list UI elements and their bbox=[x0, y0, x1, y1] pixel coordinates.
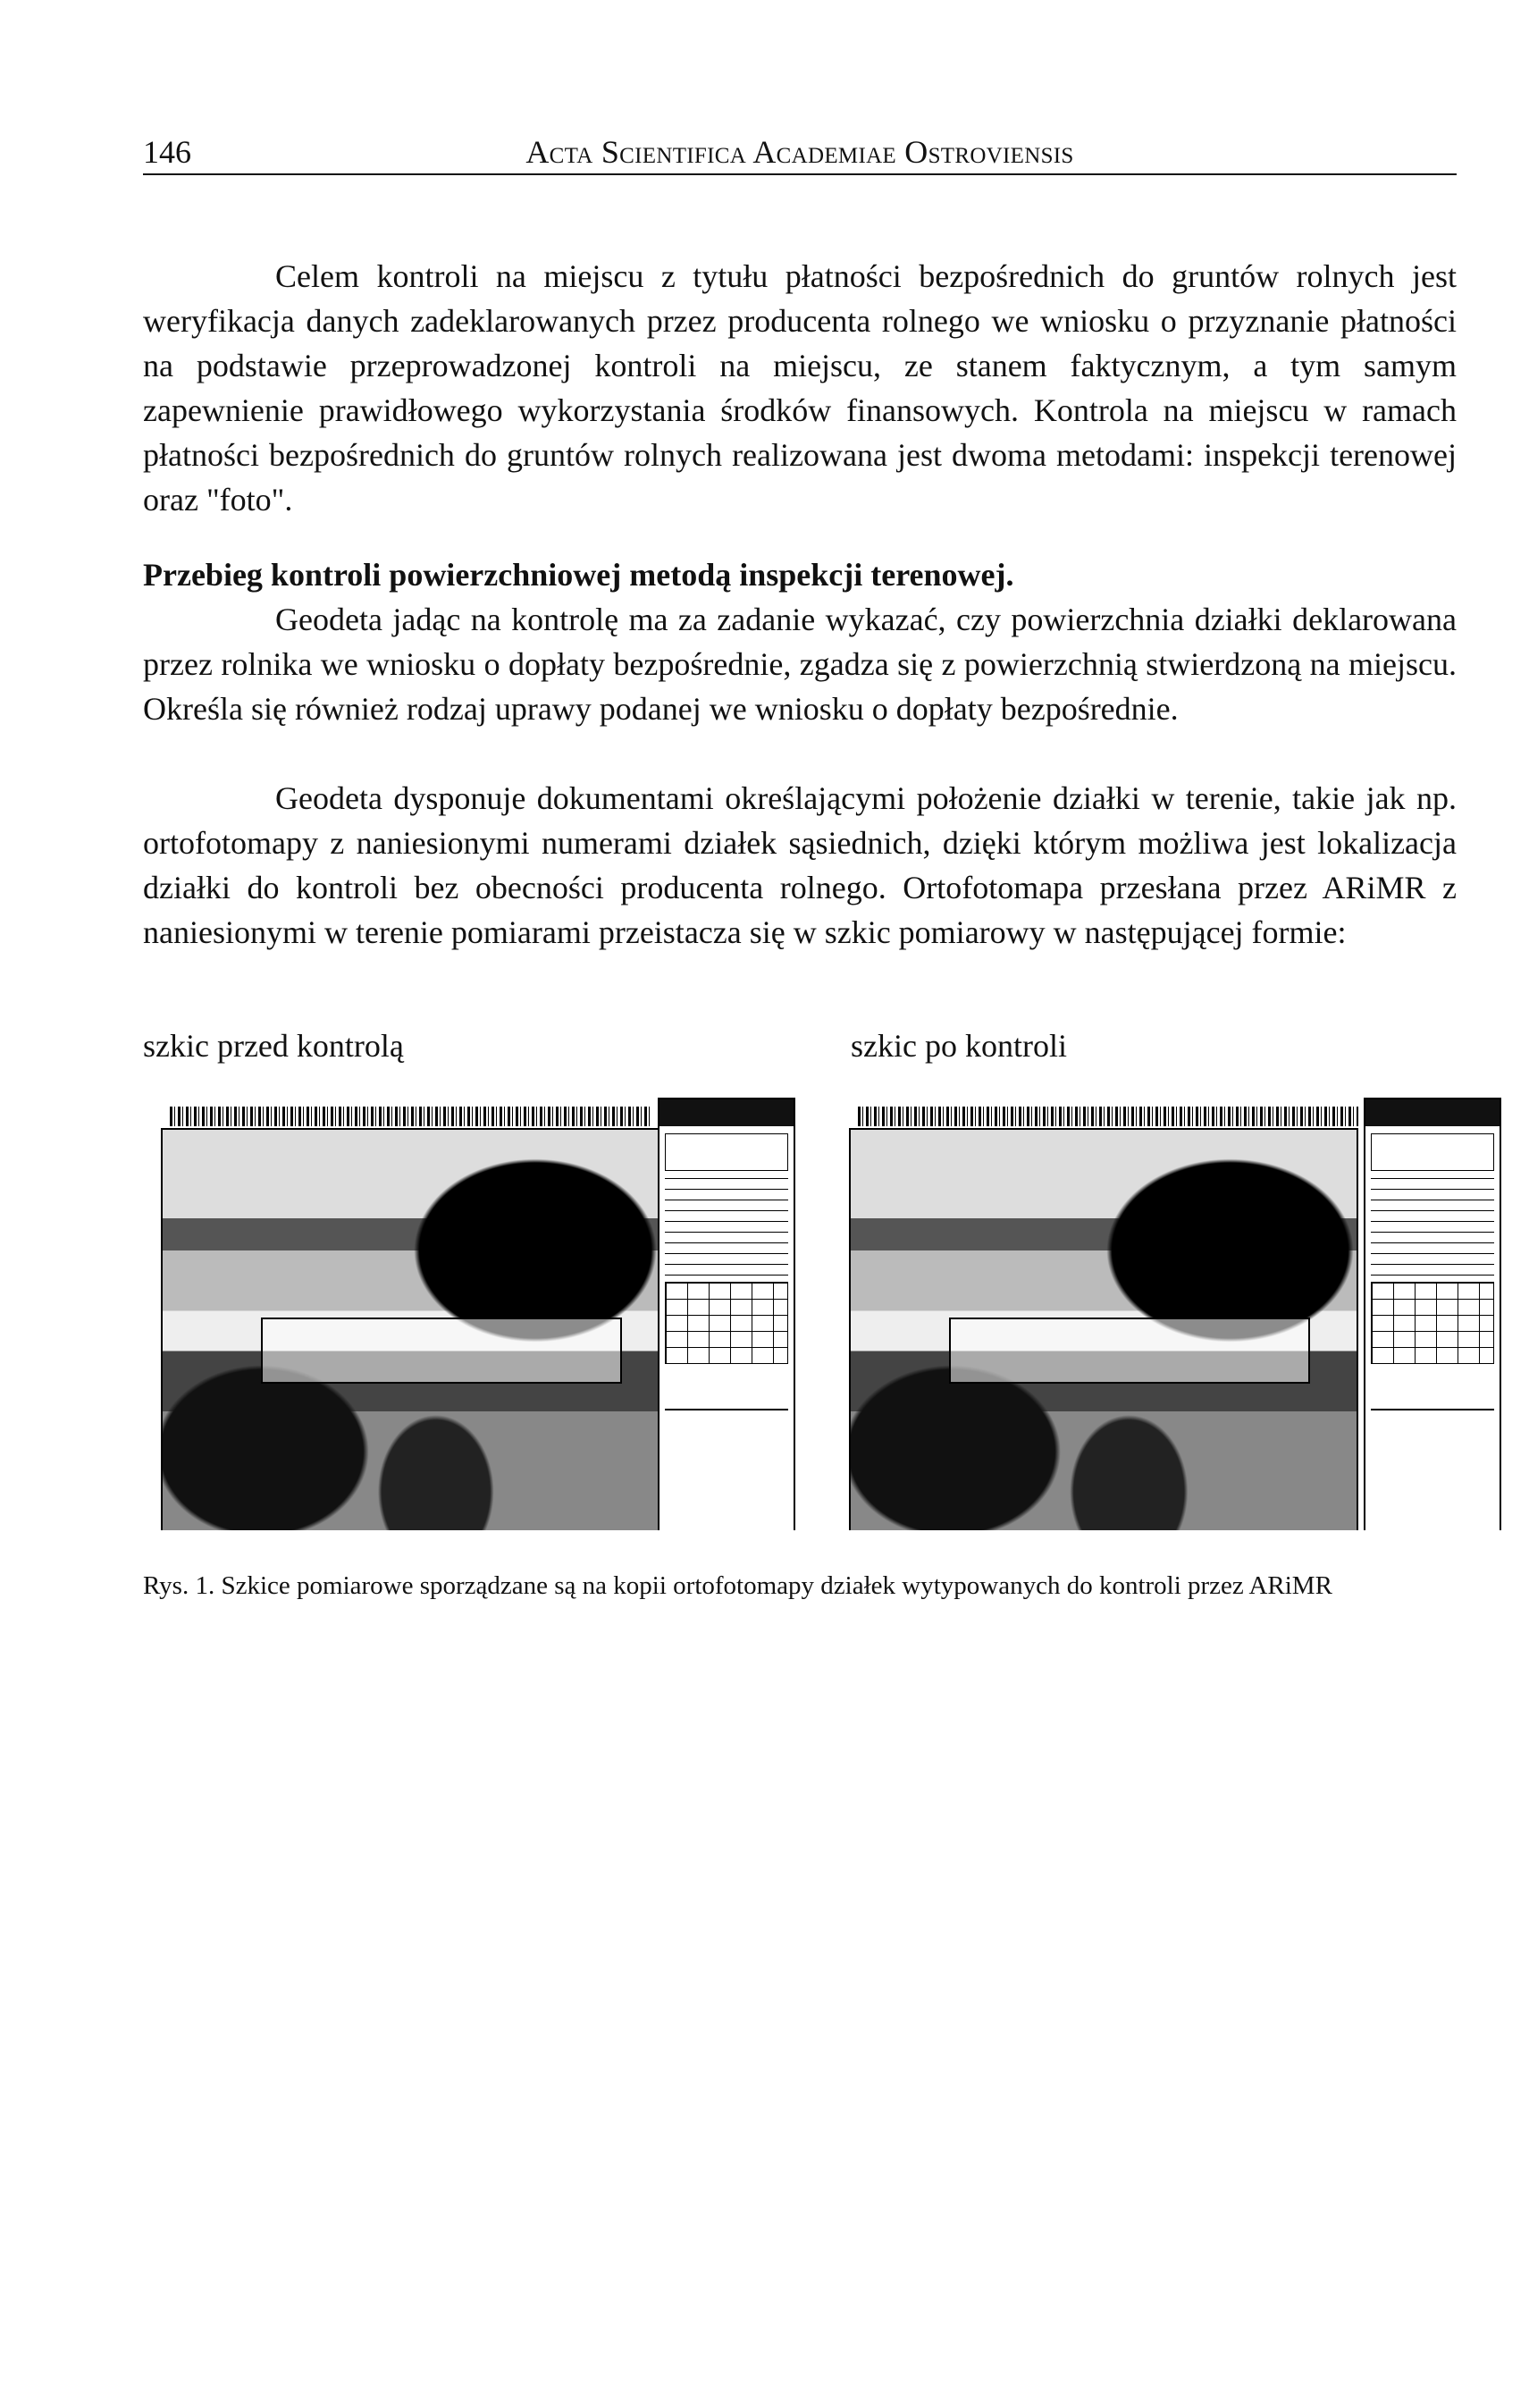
figure-label-before: szkic przed kontrolą bbox=[143, 1028, 404, 1064]
panel-signature bbox=[1371, 1373, 1494, 1410]
sketch-after-control bbox=[849, 1083, 1501, 1530]
orthophoto-image bbox=[161, 1128, 661, 1530]
panel-lines bbox=[665, 1178, 788, 1276]
sketch-side-panel bbox=[1364, 1098, 1501, 1530]
page-number: 146 bbox=[143, 134, 191, 170]
panel-box bbox=[1371, 1133, 1494, 1171]
paragraph-2: Geodeta jadąc na kontrolę ma za zadanie wykazać, czy powierzchnia działki deklarowana przez rolnika we wniosku o dopłaty bezpośrednie, zgadza się z powierzchnią stwierdzoną na miejscu. Określa się również rodzaj uprawy podanej we wniosku o dopłaty bezpośrednie. bbox=[143, 602, 1457, 727]
panel-header bbox=[659, 1099, 794, 1126]
paragraph-3: Geodeta dysponuje dokumentami określającymi położenie działki w terenie, takie jak np. ortofotomapy z naniesionymi numerami działek sąsiednich, dzięki którym możliwa jest lokalizacja działki do kontroli bez obecności producenta rolnego. Ortofotomapa przesłana przez ARiMR z naniesionymi w terenie pomiarami przeistacza się w szkic pomiarowy w następującej formie: bbox=[143, 780, 1457, 950]
panel-signature bbox=[665, 1373, 788, 1410]
panel-table bbox=[665, 1282, 788, 1364]
barcode-strip bbox=[170, 1107, 652, 1126]
journal-title: Acta Scientifica Academiae Ostroviensis bbox=[525, 134, 1074, 170]
section-heading: Przebieg kontroli powierzchniowej metodą inspekcji terenowej. bbox=[143, 557, 1014, 593]
barcode-strip bbox=[858, 1107, 1358, 1126]
panel-box bbox=[665, 1133, 788, 1171]
running-header bbox=[143, 132, 1457, 175]
panel-header bbox=[1365, 1099, 1500, 1126]
panel-lines bbox=[1371, 1178, 1494, 1276]
sketch-before-control bbox=[161, 1083, 795, 1530]
figure-caption: Rys. 1. Szkice pomiarowe sporządzane są na kopii ortofotomapy działek wytypowanych do kontroli przez ARiMR bbox=[143, 1571, 1332, 1600]
figure-label-after: szkic po kontroli bbox=[851, 1028, 1067, 1064]
panel-table bbox=[1371, 1282, 1494, 1364]
parcel-outline bbox=[949, 1318, 1310, 1384]
parcel-outline bbox=[261, 1318, 622, 1384]
orthophoto-image bbox=[849, 1128, 1358, 1530]
sketch-side-panel bbox=[658, 1098, 795, 1530]
paragraph-1: Celem kontroli na miejscu z tytułu płatności bezpośrednich do gruntów rolnych jest weryfikacja danych zadeklarowanych przez producenta rolnego we wniosku o przyznanie płatności na podstawie przeprowadzonej kontroli na miejscu, ze stanem faktycznym, a tym samym zapewnienie prawidłowego wykorzystania środków finansowych. Kontrola na miejscu w ramach płatności bezpośrednich do gruntów rolnych realizowana jest dwoma metodami: inspekcji terenowej oraz "foto". bbox=[143, 258, 1457, 518]
